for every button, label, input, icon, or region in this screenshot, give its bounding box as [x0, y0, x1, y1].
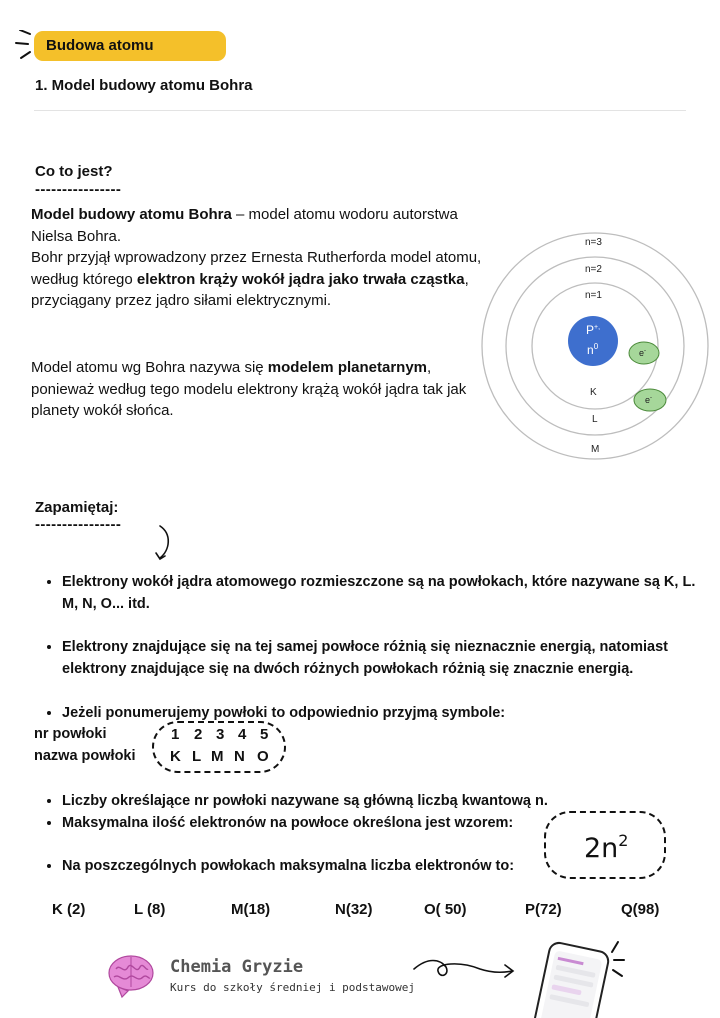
planetary-text-a: Model atomu wg Bohra nazywa się: [31, 359, 268, 376]
shell-symbol: L: [192, 748, 202, 765]
capacity-q: Q(98): [621, 901, 660, 918]
bullet4-text-b: .: [543, 793, 548, 809]
heading-underline: ----------------: [35, 181, 122, 198]
definition-term: Model budowy atomu Bohra: [31, 206, 232, 223]
shell-number: 1: [171, 726, 180, 743]
topic-tag: Budowa atomu: [34, 31, 226, 61]
formula-base: 2n: [584, 833, 619, 864]
bullet-block-3: [34, 703, 634, 725]
formula-exponent: 2: [618, 831, 629, 850]
shell-symbol: N: [234, 748, 245, 765]
formula: [584, 831, 628, 864]
bohr-text-b: , przyciągany przez jądro siłami elektrycznymi.: [31, 270, 469, 309]
list-item: • Na poszczególnych powłokach maksymalna liczba elektronów to:: [62, 856, 554, 878]
list-item: • Jeżeli ponumerujemy powłoki to odpowiednio przyjmą symbole:: [62, 703, 634, 725]
shell-label-n1: n=1: [585, 290, 602, 301]
bullet-block-1: [34, 572, 706, 615]
divider: [34, 110, 686, 111]
shell-number: 4: [238, 726, 247, 743]
row-label-number: nr powłoki: [34, 726, 107, 742]
shell-symbol: K: [170, 748, 181, 765]
shell-label-n2: n=2: [585, 264, 602, 275]
brain-logo-icon: [106, 951, 156, 1001]
bullet-block-6: [34, 856, 554, 878]
swirl-arrow-icon: [410, 955, 520, 987]
planetary-text-b: , ponieważ według tego modelu elektrony krążą wokół jądra tak jak planety wokół słońca.: [31, 359, 467, 419]
question-heading: Co to jest?: [35, 163, 113, 180]
list-item: • Maksymalna ilość elektronów na powłoce określona jest wzorem:: [62, 813, 654, 835]
section-title: 1. Model budowy atomu Bohra: [35, 77, 253, 94]
capacity-m: M(18): [231, 901, 271, 918]
bohr-highlight: elektron krąży wokół jądra jako trwała cząstka: [136, 270, 465, 288]
brand-tagline: Kurs do szkoły średniej i podstawowej: [170, 981, 416, 994]
curved-arrow-icon: [150, 524, 174, 564]
definition-text: – model atomu wodoru autorstwa Nielsa Bohra.: [31, 206, 458, 245]
bohr-paragraph: [31, 247, 483, 312]
bullet-block-2: [34, 637, 706, 680]
planetary-highlight: modelem planetarnym: [267, 359, 428, 376]
bohr-text-a: Bohr przyjął wprowadzony przez Ernesta Rutherforda model atomu, według którego: [31, 249, 482, 288]
nucleus-proton-label: P+,: [586, 323, 601, 337]
remember-heading: Zapamiętaj:: [35, 499, 119, 516]
phone-illustration: [520, 938, 640, 1018]
burst-accent-icon: [14, 30, 36, 60]
capacity-k: K (2): [52, 901, 86, 918]
capacity-o: O( 50): [424, 901, 467, 918]
shell-letter-l: L: [592, 414, 598, 425]
shell-number: 3: [216, 726, 225, 743]
definition-paragraph: [31, 204, 471, 247]
row-label-name: nazwa powłoki: [34, 748, 136, 764]
electron-l-label: e-: [645, 395, 653, 405]
shell-letter-k: K: [590, 387, 597, 398]
capacity-n: N(32): [335, 901, 373, 918]
shell-number: 5: [260, 726, 269, 743]
electron-k-label: e-: [639, 348, 647, 358]
brand-name: Chemia Gryzie: [170, 957, 304, 977]
heading-underline-2: ----------------: [35, 516, 122, 533]
nucleus-neutron-label: $n^0$: [587, 342, 599, 357]
shell-symbol: O: [257, 748, 269, 765]
bullet4-text-a: Liczby określające nr powłoki nazywane są: [62, 793, 364, 809]
planetary-paragraph: [31, 357, 477, 422]
shell-symbol: M: [211, 748, 224, 765]
list-item: • Elektrony wokół jądra atomowego rozmieszczone są na powłokach, które nazywane są K, L. M, N, O... itd.: [62, 572, 706, 615]
shell-label-n3: n=3: [585, 237, 602, 248]
list-item: • Elektrony znajdujące się na tej samej powłoce różnią się nieznacznie energią, natomiast elektrony znajdujące się na dwóch różnych powłokach różnią się znacznie energią.: [62, 637, 706, 680]
shell-number: 2: [194, 726, 203, 743]
shell-letter-m: M: [591, 444, 600, 455]
list-item: [62, 791, 654, 813]
capacity-p: P(72): [525, 901, 562, 918]
quantum-number-highlight: główną liczbą kwantową n: [363, 793, 544, 809]
bohr-model-diagram: [478, 228, 714, 464]
capacity-l: L (8): [134, 901, 166, 918]
